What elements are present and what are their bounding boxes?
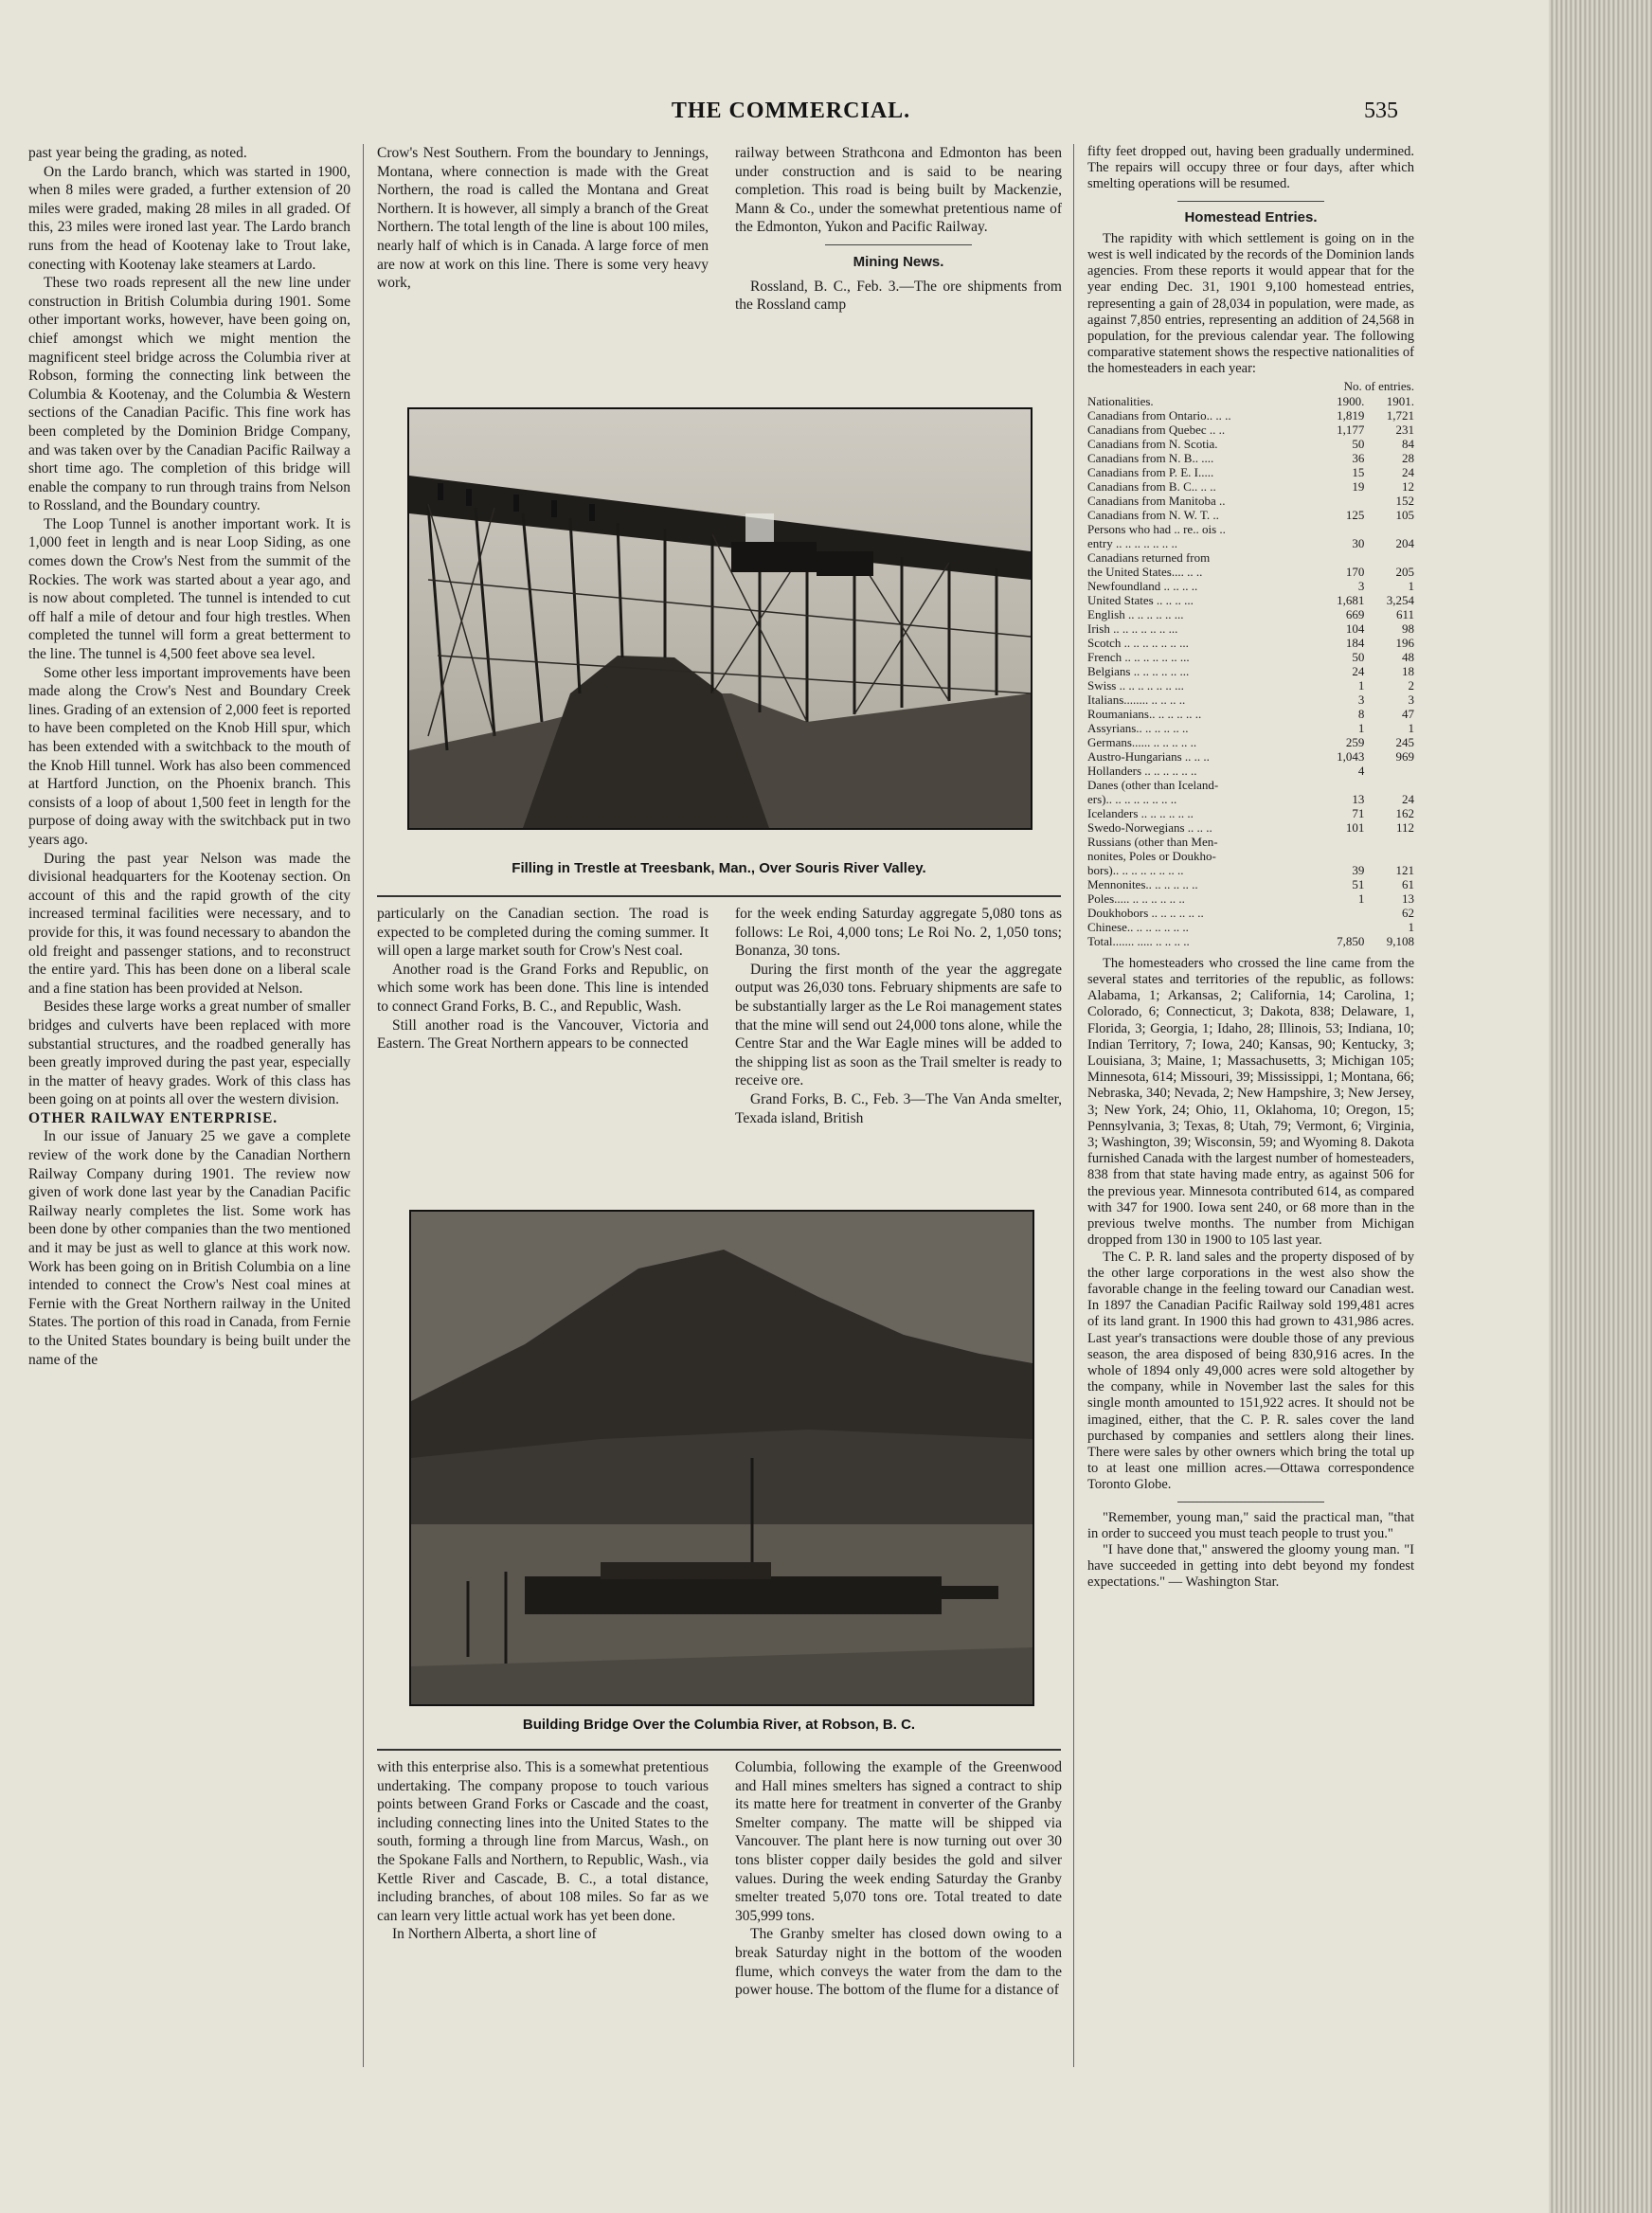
table-row [1087,678,1414,693]
bridge-photograph [409,1210,1034,1706]
table-cell-value: 3,254 [1386,592,1414,607]
table-cell-value: 62 [1402,905,1414,920]
paragraph: The Loop Tunnel is another important work. It is 1,000 feet in length and is near Loop Siding, as one comes down the Crow's Nest from the summit of the Rockies. The work was started about a year ago, and is now about completed. The tunnel is intended to cut off half a mile of detour and four high trestles. When completed the tunnel will form a great betterment to the line. The tunnel is 4,500 feet above sea level. [28,515,350,663]
column-divider [363,144,364,2067]
table-cell-label: Hollanders .. .. .. .. .. .. [1087,763,1197,778]
caption-rule [377,895,1061,897]
table-cell-label: Canadians from P. E. I..... [1087,464,1214,479]
paragraph: During the first month of the year the aggregate output was 26,030 tons. February shipments are safe to be substantially larger as the Le Roi management states that the mine will send out 24,000 tons alone, while the Centre Star and the War Eagle mines will be added to the shipping list as soon as the Trail smelter is ready to receive ore. [735,961,1062,1089]
table-cell-value: 1,721 [1386,407,1414,423]
paragraph: Still another road is the Vancouver, Victoria and Eastern. The Great Northern appears to be connected [377,1017,709,1053]
running-title: THE COMMERCIAL. [671,99,911,123]
table-cell-value [1364,550,1414,565]
column-divider [1073,144,1074,2067]
table-cell-value: 24 [1352,663,1365,678]
table-cell-label: French .. .. .. .. .. .. ... [1087,649,1190,664]
table-row [1087,465,1414,479]
table-cell-label: Canadians from N. B.. .... [1087,450,1214,465]
paragraph: particularly on the Canadian section. The road is expected to be completed during the coming summer. It will open a large market south for Crow's Nest coal. [377,906,709,960]
table-cell-value: 245 [1395,734,1414,749]
section-heading: OTHER RAILWAY ENTERPRISE. [28,1109,278,1126]
table-cell-label: Roumanians.. .. .. .. .. .. [1087,706,1202,721]
table-cell-value [1364,849,1414,863]
paragraph: railway between Strathcona and Edmonton has been under construction and is said to be nearing completion. This road is being built by Mackenzie, Mann & Co., under the somewhat pretentious name of the Edmonton, Yukon and Pacific Railway. [735,145,1062,236]
table-cell-value: 36 [1352,450,1365,465]
table-row [1087,707,1414,721]
table-row [1087,735,1414,749]
table-cell-label: Canadians from Ontario.. .. .. [1087,407,1231,423]
table-cell-label: Russians (other than Men- [1087,834,1218,849]
table-row [1087,536,1414,550]
table-cell-value: 84 [1402,436,1414,451]
table-cell-label: Italians........ .. .. .. .. [1087,692,1186,707]
page-number: 535 [1364,99,1398,123]
figure-caption: Building Bridge Over the Columbia River, at Robson, B. C. [522,1717,916,1733]
trestle-photo-illustration [409,409,1031,828]
table-cell-value [1315,835,1365,849]
table-cell-value [1315,522,1365,536]
table-row [1087,479,1414,494]
table-row [1087,423,1414,437]
table-cell-value: 231 [1395,422,1414,437]
table-cell-label: Swiss .. .. .. .. .. .. ... [1087,677,1184,693]
table-cell-label: Doukhobors .. .. .. .. .. .. [1087,905,1204,920]
table-cell-label: Canadians returned from [1087,549,1211,565]
table-row [1087,792,1414,806]
paragraph: Crow's Nest Southern. From the boundary to Jennings, Montana, where connection is made with the Great Northern, the road is called the Montana and Great Northern. It is however, all simply a branch of the Great Northern. The total length of the line is about 100 miles, nearly half of which is in Canada. A large force of men are now at work on this line. There is some very heavy work, [377,145,709,292]
paragraph: Grand Forks, B. C., Feb. 3—The Van Anda smelter, Texada island, British [735,1090,1062,1126]
table-cell-value: 7,850 [1337,933,1365,948]
table-cell-value [1364,522,1414,536]
table-cell-label: ers).. .. .. .. .. .. .. .. [1087,791,1177,806]
column-2-top [377,144,709,371]
table-cell-value: 1 [1408,578,1414,593]
table-cell-value: 1 [1357,720,1365,735]
trestle-photograph [407,407,1032,830]
table-cell-value: 1 [1408,919,1414,934]
table-cell-label: nonites, Poles or Doukho- [1087,848,1216,863]
table-cell-label: Total....... ..... .. .. .. .. [1087,933,1190,948]
bridge-photo-illustration [411,1212,1032,1704]
table-cell-label: Newfoundland .. .. .. .. [1087,578,1198,593]
table-row [1087,664,1414,678]
table-row [1087,693,1414,707]
table-cell-value: 162 [1395,805,1414,820]
paragraph: During the past year Nelson was made the divisional headquarters for the Kootenay section. On account of this and the rapid growth of the city increased terminal facilities were necessary, and to provide for this, it was found necessary to abandon the old freight and passenger stations, and to reconstruct the entire yard. This has been done on a liberal scale and a fine station has been provided at Nelson. [28,850,350,997]
table-cell-label: entry .. .. .. .. .. .. .. [1087,535,1177,550]
table-cell-value: 48 [1402,649,1414,664]
table-cell-value [1315,778,1365,792]
table-row [1087,437,1414,451]
table-cell-label: Canadians from N. Scotia. [1087,436,1218,451]
table-row [1087,451,1414,465]
paragraph: The rapidity with which settlement is going on in the west is well indicated by the records of the Dominion lands agencies. From these reports it would appear that for the year ending Dec. 31, 1901 9,100 homestead entries, representing a gain of 28,034 in population, were made, as against 7,850 entries, representing an addition of 24,568 in population, for the previous calendar year. The following comparative statement shows the respective nationalities of the homesteaders in each year: [1087,230,1414,377]
table-cell-value [1315,849,1365,863]
table-row [1087,849,1414,863]
table-cell-value: 15 [1352,464,1365,479]
table-cell-value: 50 [1352,436,1365,451]
table-cell-value: 13 [1402,891,1414,906]
table-cell-value [1315,550,1365,565]
table-row [1087,408,1414,423]
table-cell-value: 205 [1395,564,1414,579]
paragraph: "Remember, young man," said the practical man, "that in order to succeed you must teach people to trust you." [1087,1509,1414,1541]
table-cell-label: Germans...... .. .. .. .. .. [1087,734,1197,749]
book-page-edges [1549,0,1652,2213]
table-row [1087,721,1414,735]
table-row [1087,579,1414,593]
table-cell-value: 152 [1395,493,1414,508]
table-cell-value: 125 [1345,507,1365,522]
table-cell-label: Persons who had .. re.. ois .. [1087,521,1226,536]
paragraph: Rossland, B. C., Feb. 3.—The ore shipments from the Rossland camp [735,278,1062,314]
table-cell-label: bors).. .. .. .. .. .. .. .. [1087,862,1184,877]
table-cell-label: Canadians from Manitoba .. [1087,493,1226,508]
table-cell-label: the United States.... .. .. [1087,564,1203,579]
column-2-bottom [377,1758,709,2071]
table-cell-label: Canadians from N. W. T. .. [1087,507,1219,522]
table-cell-value: 196 [1395,635,1414,650]
table-row [1087,863,1414,877]
table-cell-value: 112 [1395,819,1414,835]
divider-rule [1177,201,1324,202]
table-cell-label: Canadians from B. C.. .. .. [1087,478,1216,494]
table-row [1087,607,1414,621]
table-row [1087,636,1414,650]
table-cell-value: 1,819 [1337,407,1365,423]
table-cell-value: 1 [1408,720,1414,735]
paragraph: Some other less important improvements have been made along the Crow's Nest and Boundary Creek lines. Grading of an extension of 2,000 feet is reported to have been completed on the Knob Hill spur, which has been extended with a switchback to the mouth of the Knob Hill tunnel. Work has also been commenced at Hartford Junction, on the Phoenix branch. This consists of a loop of about 1,500 feet in length for the purpose of doing away with the switchback put in two years ago. [28,664,350,848]
column-1 [28,144,350,2067]
homestead-table [1087,394,1414,948]
table-cell-value [1315,494,1365,508]
section-heading: Mining News. [853,253,944,270]
table-cell-value: 3 [1408,692,1414,707]
table-cell-label: Swedo-Norwegians .. .. .. [1087,819,1212,835]
caption-rule [377,1749,1061,1751]
table-cell-value [1315,906,1365,920]
table-cell-value: 669 [1345,606,1365,621]
table-cell-value [1364,778,1414,792]
table-row [1087,906,1414,920]
table-row [1087,621,1414,636]
table-row [1087,749,1414,764]
paragraph: fifty feet dropped out, having been gradually undermined. The repairs will occupy three or four days, after which smelting operations will be resumed. [1087,144,1414,192]
table-row [1087,778,1414,792]
table-row [1087,508,1414,522]
table-cell-value: 1901. [1386,393,1414,408]
table-cell-label: Icelanders .. .. .. .. .. .. [1087,805,1194,820]
table-cell-label: Scotch .. .. .. .. .. .. ... [1087,635,1189,650]
table-row [1087,522,1414,536]
column-2-mid [377,905,709,1172]
paragraph: The C. P. R. land sales and the property disposed of by the other large corporations in the west also show the favorable change in the feeling toward our Canadian west. In 1897 the Canadian Pacific Railway sold 199,481 acres of its land grant. In 1900 this had grown to 431,986 acres. Last year's transactions were double those of any previous season, the area disposed of being 830,916 acres. In the whole of 1894 only 49,000 acres were sold altogether by the company, while in November last the sales for this single month amounted to 151,922 acres. It should not be imagined, either, that the C. P. R. sales cover the land purchased by companies and settlers along their lines. There were sales by other owners which bring the total up to at least one million acres.—Ottawa correspondence Toronto Globe. [1087,1249,1414,1493]
table-cell-value: 50 [1352,649,1365,664]
table-row [1087,806,1414,820]
table-cell-value: 47 [1402,706,1414,721]
table-cell-value: 184 [1345,635,1365,650]
table-cell-value: 1 [1357,677,1365,693]
table-row [1087,835,1414,849]
table-cell-value: 170 [1345,564,1365,579]
table-cell-value: 8 [1357,706,1365,721]
table-row [1087,550,1414,565]
table-cell-value: 1900. [1337,393,1365,408]
table-cell-label: Mennonites.. .. .. .. .. .. [1087,876,1198,891]
table-row [1087,920,1414,934]
table-cell-value: 1,177 [1337,422,1365,437]
table-cell-value: 71 [1352,805,1365,820]
paragraph: past year being the grading, as noted. [28,145,247,161]
table-cell-label: Assyrians.. .. .. .. .. .. [1087,720,1189,735]
table-cell-label: United States .. .. .. ... [1087,592,1194,607]
paragraph: with this enterprise also. This is a somewhat pretentious undertaking. The company propose to touch various points between Grand Forks or Cascade and the coast, including connecting lines into the United States to the south, forming a through line from Marcus, Wash., on the Spokane Falls and Northern, to Republic, Wash., via Kettle River and Cascade, B. C., a total distance, including branches, of about 108 miles. So far as we can learn very little actual work has yet been done. [377,1759,709,1924]
table-row [1087,593,1414,607]
paragraph: In our issue of January 25 we gave a complete review of the work done by the Canadian Northern Railway Company during 1901. The review now given of work done last year by the Canadian Pacific Railway nearly completes the list. Some work has been done by other companies than the two mentioned and it may be just as well to glance at this work now. Work has been going on in British Columbia on a line intended to connect the Crow's Nest coal mines at Fernie with the Great Northern railway in the United States. The portion of this road in Canada, from Fernie to the United States boundary is being built under the name of the [28,1128,350,1368]
table-cell-value: 1,043 [1337,748,1365,764]
column-4 [1087,144,1414,2096]
table-header-row [1087,394,1414,408]
paragraph: In Northern Alberta, a short line of [392,1926,597,1943]
table-cell-value: 121 [1395,862,1414,877]
paragraph: Columbia, following the example of the Greenwood and Hall mines smelters has signed a contract to ship its matte here for treatment in converter of the Granby Smelter company. The matte will be shipped via Vancouver. The plant here is now turning out over 30 tons blister copper daily besides the gold and silver values. During the week ending Saturday the Granby smelter treated 5,070 tons ore. Total treated to date 305,999 tons. [735,1759,1062,1924]
table-cell-label: Belgians .. .. .. .. .. ... [1087,663,1190,678]
table-cell-label: Canadians from Quebec .. .. [1087,422,1226,437]
table-row [1087,565,1414,579]
table-cell-value: 12 [1402,478,1414,494]
column-3-bottom [735,1758,1062,2071]
table-cell-value: 4 [1357,763,1365,778]
table-cell-value [1364,764,1414,778]
table-cell-value: 30 [1352,535,1365,550]
table-cell-value: 2 [1408,677,1414,693]
table-row [1087,877,1414,891]
paragraph: On the Lardo branch, which was started in 1900, when 8 miles were graded, a further extension of 20 miles were graded, making 28 miles in all graded. Of this, 23 miles were ironed last year. The Lardo branch runs from the head of Kootenay lake to Trout lake, conecting with Kootenay lake steamers at Lardo. [28,163,350,273]
column-3-mid [735,905,1062,1172]
table-cell-value: 1,681 [1337,592,1365,607]
table-cell-value: 204 [1395,535,1414,550]
column-3-top [735,144,1062,371]
paragraph: "I have done that," answered the gloomy young man. "I have succeeded in getting into debt beyond my fondest expectations." — Washington Star. [1087,1541,1414,1591]
table-cell-value: 98 [1402,621,1414,636]
table-cell-label: Austro-Hungarians .. .. .. [1087,748,1210,764]
table-row [1087,650,1414,664]
table-cell-value: 28 [1402,450,1414,465]
table-cell-value: 13 [1352,791,1365,806]
table-cell-label: Chinese.. .. .. .. .. .. .. [1087,919,1189,934]
paragraph: Besides these large works a great number of smaller bridges and culverts have been replaced with more substantial structures, and the roadbed generally has been greatly improved during the past year, especially in the matter of heavy grades. Work of this class has been going on at points all over the western division. [28,999,350,1108]
table-cell-value: 3 [1357,692,1365,707]
table-cell-value: 105 [1395,507,1414,522]
table-cell-value: 24 [1402,791,1414,806]
table-cell-value: 611 [1395,606,1414,621]
table-cell-value: 259 [1345,734,1365,749]
table-cell-value: 61 [1402,876,1414,891]
table-cell-label: Irish .. .. .. .. .. .. ... [1087,621,1178,636]
table-cell-label: English .. .. .. .. .. ... [1087,606,1184,621]
table-cell-value: 1 [1357,891,1365,906]
table-cell-value: 9,108 [1386,933,1414,948]
table-cell-value: 24 [1402,464,1414,479]
table-row [1087,820,1414,835]
table-cell-value [1364,835,1414,849]
table-cell-value [1315,920,1365,934]
table-cell-label: Poles..... .. .. .. .. .. .. [1087,891,1185,906]
divider-rule [825,244,972,245]
table-title: No. of entries. [1343,378,1414,393]
table-cell-value: 104 [1345,621,1365,636]
paragraph: The homesteaders who crossed the line came from the several states and territories of the republic, as follows: Alabama, 1; Arkansas, 2; California, 14; Carolina, 1; Colorado, 6; Connecticut, 3; Dakota, 838; Delaware, 1, Florida, 3; Georgia, 1; Idaho, 28; Illinois, 53; Indiana, 10; Indian Territory, 7; Iowa, 240; Kansas, 90; Kentucky, 3; Louisiana, 3; Maine, 1; Massachusetts, 3; Michigan 105; Minnesota, 614; Missouri, 39; Mississippi, 1; Montana, 66; Nebraska, 340; Nevada, 2; New Hampshire, 3; New Jersey, 3; New York, 24; Ohio, 11, Oklahoma, 10; Oregon, 15; Pennsylvania, 3; Texas, 8; Utah, 79; Vermont, 6; Virginia, 3; Washington, 39; Wisconsin, 59; and Wyoming 8. Dakota furnished Canada with the largest number of homesteaders, 838 from that state having made entry, as against 506 for the previous year. Minnesota contributed 614, as compared with 347 for 1900. Iowa sent 240, or 68 more than in the previous twelve months. The number from Michigan dropped from 130 in 1900 to 105 last year. [1087,955,1414,1249]
table-cell-label: Nationalities. [1087,393,1154,408]
table-cell-value: 19 [1352,478,1365,494]
table-cell-value: 3 [1357,578,1365,593]
paragraph: The Granby smelter has closed down owing to a break Saturday night in the bottom of the wooden flume, which conveys the water from the dam to the power house. The bottom of the flume for a distance of [735,1926,1062,1999]
table-cell-value: 18 [1402,663,1414,678]
figure-caption: Filling in Trestle at Treesbank, Man., Over Souris River Valley. [512,860,926,876]
paragraph: These two roads represent all the new line under construction in British Columbia during 1901. Some other important works, however, have been going on, chief amongst which we might mention the magnificent steel bridge across the Columbia river at Robson, forming the connecting link between the Columbia & Kootenay, and the Columbia & Western sections of the Canadian Pacific. This fine work has been completed by the Dominion Bridge Company, and was taken over by the Canadian Pacific Railway a short time ago. The completion of this bridge will enable the company to run through trains from Nelson to Rossland, and the Boundary country. [28,275,350,514]
table-row [1087,494,1414,508]
table-cell-value: 51 [1352,876,1365,891]
table-row [1087,764,1414,778]
table-total-row [1087,934,1414,948]
table-cell-value: 39 [1352,862,1365,877]
paragraph: for the week ending Saturday aggregate 5,080 tons as follows: Le Roi, 4,000 tons; Le Roi No. 2, 1,050 tons; Bonanza, 30 tons. [735,906,1062,960]
table-cell-label: Danes (other than Iceland- [1087,777,1219,792]
section-heading: Homestead Entries. [1184,208,1318,225]
table-cell-value: 101 [1345,819,1365,835]
table-cell-value: 969 [1395,748,1414,764]
paragraph: Another road is the Grand Forks and Republic, on which some work has been done. This line is intended to connect Grand Forks, B. C., and Republic, Wash. [377,961,709,1015]
table-row [1087,891,1414,906]
